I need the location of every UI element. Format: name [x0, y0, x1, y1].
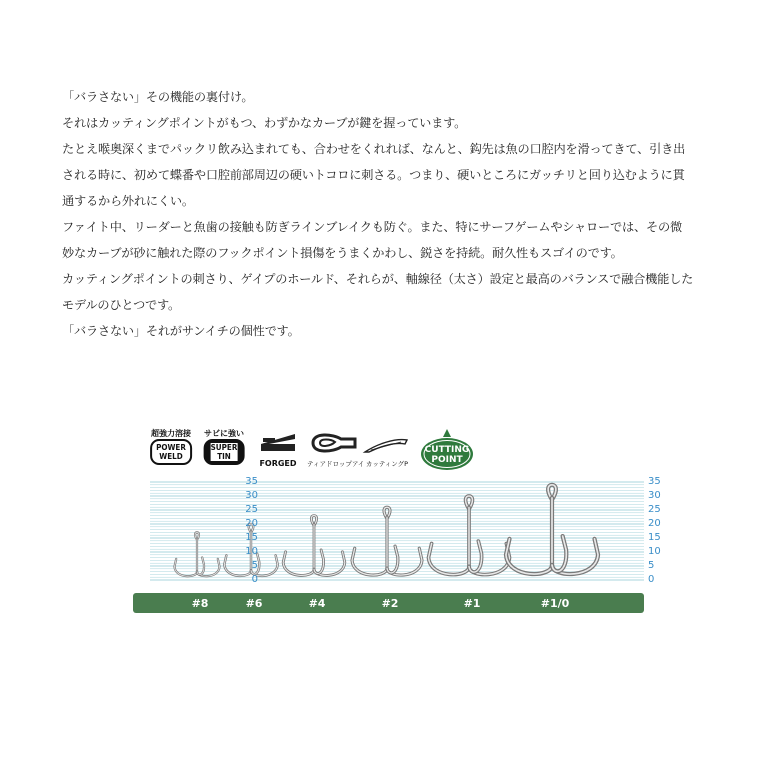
- forged-graphic: [255, 428, 301, 458]
- y-tick-label: 35: [648, 476, 661, 487]
- y-tick-label: 25: [648, 504, 661, 515]
- y-tick-label: 30: [648, 490, 661, 501]
- y-tick-label: 35: [245, 476, 258, 487]
- description-line: モデルのひとつです。: [62, 298, 181, 312]
- size-label: #4: [308, 597, 326, 610]
- y-tick-label: 0: [251, 574, 258, 585]
- power-weld-badge: [150, 439, 192, 465]
- description-line: 「バラさない」その機能の裏付け。: [62, 90, 254, 104]
- y-tick-label: 10: [245, 546, 258, 557]
- description-line: それはカッティングポイントがもつ、わずかなカーブが鍵を握っています。: [62, 116, 467, 130]
- super-tin-badge: [204, 439, 245, 465]
- cutting-point-line1: CUTTING: [424, 445, 470, 455]
- y-tick-label: 25: [245, 504, 258, 515]
- cutting-p-label: カッティングP: [365, 460, 409, 468]
- super-tin-icon: [199, 428, 249, 472]
- treble-hook: [174, 532, 219, 576]
- super-tin-caption: サビに強い: [204, 429, 244, 438]
- description-line: 妙なカーブが砂に触れた際のフックポイント損傷をうまくかわし、鋭さを持続。耐久性もスゴイのです。: [62, 246, 623, 260]
- feature-icons: [143, 428, 483, 472]
- y-tick-label: 30: [245, 490, 258, 501]
- treble-hook: [283, 516, 345, 576]
- y-tick-label: 15: [648, 532, 661, 543]
- forged-icon: [255, 428, 301, 472]
- super-tin-line2: TIN: [211, 452, 238, 461]
- teardrop-eye-label: ティアドロップアイ: [307, 460, 365, 468]
- size-scale-chart: [130, 476, 664, 588]
- description-line: ファイト中、リーダーと魚歯の接触も防ぎラインブレイクも防ぐ。また、特にサーフゲームやシャローでは、その微: [62, 220, 682, 234]
- description-line: される時に、初めて蝶番や口腔前部周辺の硬いトコロに刺さる。つまり、硬いところにガッチリと回り込むように貫: [62, 168, 685, 182]
- y-tick-label: 20: [648, 518, 661, 529]
- cutting-point-shape-graphic: [361, 428, 413, 458]
- size-label: #6: [245, 597, 263, 610]
- description-text: [62, 84, 722, 344]
- forged-label: FORGED: [259, 459, 297, 468]
- size-label: #1: [463, 597, 481, 610]
- y-tick-label: 10: [648, 546, 661, 557]
- size-label: #1/0: [540, 597, 570, 610]
- teardrop-eye-icon: [307, 428, 365, 472]
- super-tin-line1: SUPER: [210, 443, 238, 452]
- power-weld-line2: WELD: [159, 452, 183, 461]
- teardrop-eye-graphic: [307, 428, 361, 458]
- description-line: 通するから外れにくい。: [62, 194, 194, 208]
- power-weld-line1: POWER: [156, 443, 186, 452]
- y-tick-label: 5: [251, 560, 258, 571]
- power-weld-icon: [143, 428, 199, 472]
- cutting-point-line2: POINT: [431, 455, 463, 465]
- cutting-point-badge-icon: [419, 428, 475, 472]
- description-line: 「バラさない」それがサンイチの個性です。: [62, 324, 300, 338]
- scale-lines: [130, 476, 664, 588]
- y-tick-label: 15: [245, 532, 258, 543]
- size-label: #2: [381, 597, 399, 610]
- power-weld-caption: 超強力溶接: [151, 429, 191, 438]
- description-line: カッティングポイントの刺さり、ゲイプのホールド、それらが、軸線径（太さ）設定と最高のバランスで融合機能した: [62, 272, 694, 286]
- size-label: #8: [191, 597, 209, 610]
- size-label-bar: [133, 593, 644, 613]
- description-line: たとえ喉奥深くまでパックリ飲み込まれても、合わせをくれれば、なんと、鈎先は魚の口腔内を滑ってきて、引き出: [62, 142, 686, 156]
- cutting-point-badge-graphic: [419, 428, 475, 472]
- cutting-point-shape-icon: [361, 428, 413, 472]
- treble-hook: [352, 507, 422, 575]
- y-tick-label: 20: [245, 518, 258, 529]
- y-tick-label: 5: [648, 560, 655, 571]
- y-tick-label: 0: [648, 574, 655, 585]
